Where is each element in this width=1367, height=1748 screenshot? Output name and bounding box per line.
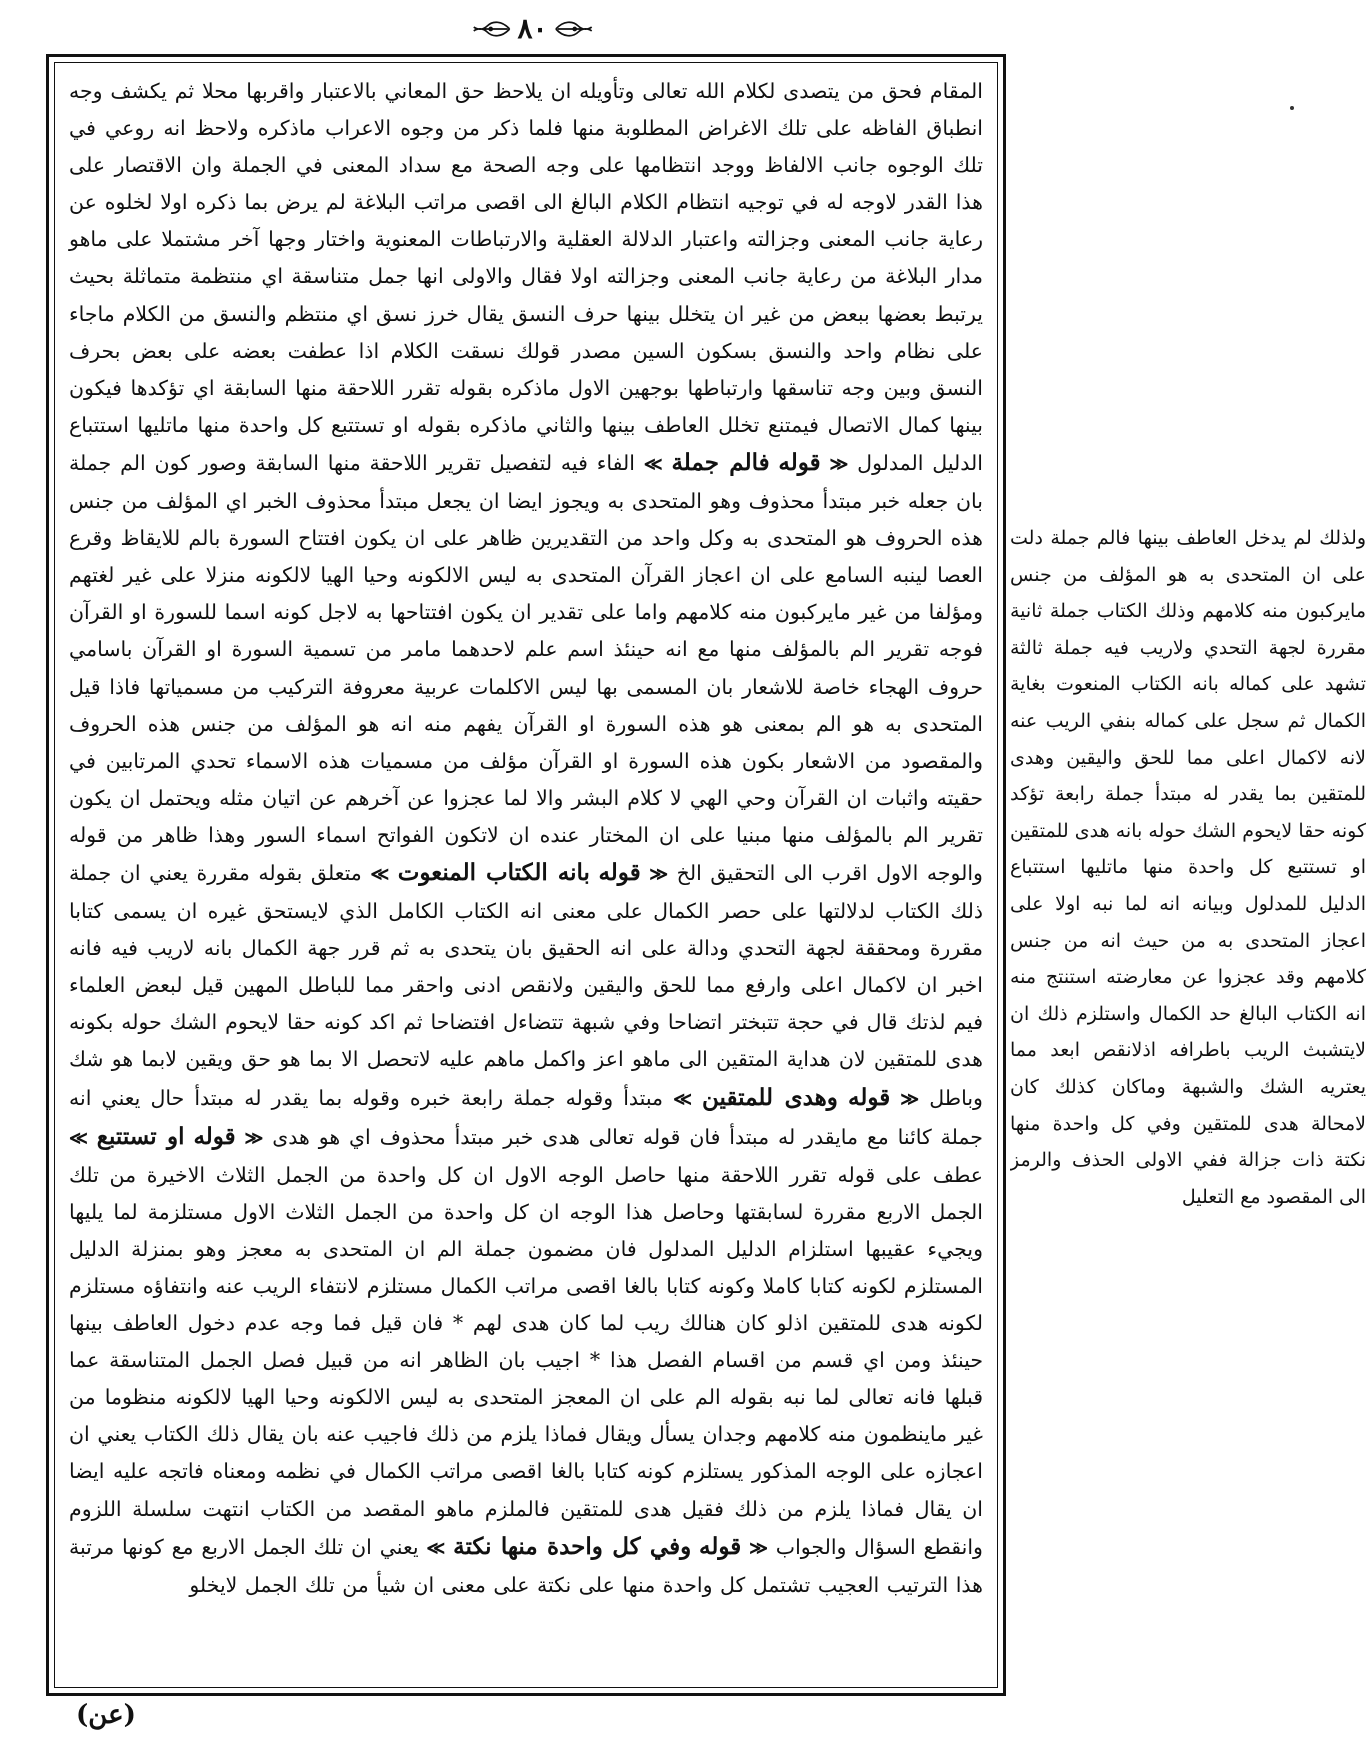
- speck-dot: [1290, 106, 1294, 110]
- text-segment: مبتدأ وقوله جملة رابعة خبره وقوله بما يقدر له مبتدأ حال يعني انه جملة كائنا مع مايقدر له مبتدأ فان قوله تعالى هدى خبر مبتدأ محذوف اي هو هدى: [69, 1085, 983, 1149]
- right-ornament-icon: [554, 16, 595, 42]
- keyword-qawluhu: قوله: [699, 1532, 742, 1560]
- close-ornament-icon: ≫: [673, 1088, 692, 1110]
- main-text-frame: [54, 62, 998, 1688]
- text-segment: المقام فحق من يتصدى لكلام الله تعالى وتأويله ان يلاحظ حق المعاني بالاعتبار واقربها محلا ثم يكشف وجه انطباق الفاظه على تلك الاغراض المطلوبة منها فلما ذكر من وجوه الاعراب ماذكره ولاحظ انه روعي في تلك الوجوه جانب الالفاظ ووجد انتظامها على وجه الصحة مع سداد المعنى في الجملة وان الاقتصار على هذا القدر لاوجه له في توجيه انتظام الكلام البالغ الى اقصى مراتب البلاغة لم يرض بما ذكره اولا لخلوه عن رعاية جانب المعنى وجزالته واعتبار الدلالة العقلية والارتباطات المعنوية واختار وجها آخر مشتملا على ماهو مدار البلاغة من رعاية جانب المعنى وجزالته اولا فقال والاولى انها جمل متناسقة اي منتظمة متماثلة بحيث يرتبط بعضها ببعض من غير ان يتخلل بينها حرف النسق يقال خرز نسق اي منتظم والنسق من الكلام ماجاء على نظام واحد والنسق بسكون السين مصدر قولك نسقت الكلام اذا عطفت بعضه على بعض بحرف النسق وبين وجه تناسقها وارتباطها بوجهين الاول ماذكره بقوله تقرر اللاحقة منها السابقة اي تؤكدها فيكون بينها كمال الاتصال فيمتنع تخلل العاطف بينها والثاني ماذكره بقوله او تستتبع كل واحدة منها ماتليها استتباع الدليل المدلول: [69, 79, 983, 475]
- main-paragraph: [69, 73, 983, 1604]
- quoted-lemma: فالم جملة: [671, 448, 770, 476]
- open-ornament-icon: ≪: [749, 1537, 768, 1559]
- close-ornament-icon: ≫: [69, 1127, 88, 1149]
- text-segment: عطف على قوله تقرر اللاحقة منها حاصل الوجه الاول ان كل واحدة من الجمل الثلاث الاخيرة من تلك الجمل الاربع مقررة لسابقتها وحاصل هذا الوجه ان كل واحدة من الجمل الثلاث الاول مستلزمة لما يليها ويجيء عقيبها استلزام الدليل المدلول فان مضمون جملة الم ان المتحدى به معجز وهو بمنزلة الدليل المستلزم لكونه كتابا كاملا وكونه كتابا بالغا اقصى مراتب الكمال مستلزم لانتفاء الريب عنه وانتفاؤه مستلزم لكونه هدى للمتقين اذلو كان هنالك ريب لما كان هدى لهم * فان قيل فما وجه عدم دخول العاطف بينها حينئذ ومن اي قسم من اقسام الفصل هذا * اجيب بان الظاهر انه من قبيل فصل الجمل المتناسقة عما قبلها فانه تعالى لما نبه بقوله الم على ان المعجز المتحدى به ليس الالكونه وحيا الهيا لالكونه منظوما من غير ماينظمون منه كلامهم وجدان يسأل ويقال فماذا يلزم من ذلك فاجيب عنه بان يقال ذلك الكتاب يعني ان اعجازه على الوجه المذكور يستلزم كونه كتابا بالغا اقصى مراتب الكمال في نظمه ومعناه فاتجه عليه ايضا ان يقال فماذا يلزم من ذلك فقيل هدى للمتقين فالملزم ماهو المقصد من الكتاب انتهت سلسلة اللزوم وانقطع السؤال والجواب: [69, 1162, 983, 1559]
- page-header: [0, 0, 1000, 58]
- page-number: ٨٠: [517, 12, 548, 45]
- open-ornament-icon: ≪: [244, 1127, 264, 1149]
- page-number-ornament: [470, 12, 595, 46]
- open-ornament-icon: ≪: [829, 453, 849, 475]
- main-commentary-text: [69, 73, 983, 1604]
- quoted-lemma: بانه الكتاب المنعوت: [397, 858, 590, 886]
- text-segment: يعني ان تلك الجمل الاربع مع كونها مرتبة هذا الترتيب العجيب تشتمل كل واحدة منها على نكتة على معنى ان شيأ من تلك الجمل لايخلو: [69, 1534, 983, 1597]
- open-ornament-icon: ≪: [649, 863, 669, 885]
- quoted-lemma: وهدى للمتقين: [702, 1083, 838, 1111]
- margin-note-base-text: [1010, 520, 1366, 1390]
- keyword-qawluhu: قوله: [778, 448, 821, 476]
- catchword: (عن): [76, 1700, 136, 1730]
- quoted-lemma: او تستتبع: [96, 1122, 185, 1150]
- quoted-lemma: وفي كل واحدة منها نكتة: [453, 1532, 692, 1560]
- keyword-qawluhu: قوله: [847, 1083, 891, 1111]
- open-ornament-icon: ≪: [900, 1088, 920, 1110]
- margin-paragraph: ولذلك لم يدخل العاطف بينها فالم جملة دلت على ان المتحدى به هو المؤلف من جنس مايركبون منه كلامهم وذلك الكتاب جملة ثانية مقررة لجهة التحدي ولاريب فيه جملة ثالثة تشهد على كماله بانه الكتاب المنعوت بغاية الكمال ثم سجل على كماله بنفي الريب عنه لانه لاكمال اعلى مما للحق واليقين وهدى للمتقين بما يقدر له مبتدأ جملة رابعة تؤكد كونه حقا لايحوم الشك حوله بانه هدى للمتقين او تستتبع كل واحدة منها ماتليها استتباع الدليل للمدلول وبيانه انه لما نبه اولا على اعجاز المتحدى به من حيث انه من جنس كلامهم وقد عجزوا عن معارضته استنتج منه انه الكتاب البالغ حد الكمال واستلزم ذلك ان لايتشبث الريب باطرافه اذلانقص ابعد مما يعتريه الشك والشبهة وماكان كذلك كان لامحالة هدى للمتقين وفي كل واحدة منها نكتة ذات جزالة ففي الاولى الحذف والرمز الى المقصود مع التعليل: [1010, 527, 1366, 1208]
- close-ornament-icon: ≫: [370, 863, 390, 885]
- text-segment: الفاء فيه لتفصيل تقرير اللاحقة منها السابقة وصور كون الم جملة بان جعله خبر مبتدأ محذوف وهو المتحدى به ويجوز ايضا ان يجعل مبتدأ محذوف الخبر اي المؤلف من جنس هذه الحروف هو المتحدى به وكل واحد من التقديرين ظاهر على ان يكون افتتاح السورة بالم للايقاظ وقرع العصا لينبه السامع على ان اعجاز القرآن المتحدى به ليس الالكونه وحيا الهيا لالكونه منزلا على غير لغتهم ومؤلفا من غير مايركبون منه كلامهم واما على تقدير ان يكون افتتاحها به لاجل كونه اسما للسورة او القرآن فوجه تقرير الم بالمؤلف منها مع انه حينئذ اسم علم لاحدهما مامر من تسمية السورة او القرآن باسامي حروف الهجاء خاصة للاشعار بان المسمى بها ليس الاكلمات عربية معروفة التركيب من مسمياتها فاذا قيل المتحدى به هو الم بمعنى هو هذه السورة او القرآن يفهم منه انه هو المؤلف من جنس هذه الحروف والمقصود من الاشعار بكون هذه السورة او القرآن مؤلف من مسميات هذه الاسماء تحدي المرتابين في حقيته واثبات ان القرآن وحي الهي لا كلام البشر والا لما عجزوا عن آخرهم عن اتيان مثله ويحتمل ان يكون تقرير الم بالمؤلف منها مبنيا على ان المختار عنده ان لاتكون الفواتح اسماء السور وهذا ظاهر من قوله والوجه الاول اقرب الى التحقيق الخ: [69, 450, 983, 885]
- keyword-qawluhu: قوله: [598, 858, 641, 886]
- keyword-qawluhu: قوله: [193, 1122, 236, 1150]
- close-ornament-icon: ≫: [643, 453, 663, 475]
- left-ornament-icon: [470, 16, 511, 42]
- text-segment: متعلق بقوله مقررة يعني ان جملة ذلك الكتاب لدلالتها على حصر الكمال على معنى انه الكتاب الكامل الذي لايستحق غيره ان يسمى كتابا مقررة ومحققة لجهة التحدي ودالة على انه الحقيق بان يتحدى به ثم قرر جهة الكمال بانه لاريب فيه فانه اخبر ان لاكمال اعلى وارفع مما للحق واليقين ولانقص ادنى واحقر مما للباطل المهين قيل لبعض العلماء فيم لذتك قال في حجة تتبختر اتضاحا وفي شبهة تتضاءل افتضاحا ثم اكد كونه حقا لايحوم الشك حوله بكونه هدى للمتقين لان هداية المتقين الى ماهو اعز واكمل ماهم عليه لاتحصل الا بما هو حق ويقين لابما هو شك وباطل: [69, 860, 983, 1110]
- close-ornament-icon: ≫: [426, 1537, 446, 1559]
